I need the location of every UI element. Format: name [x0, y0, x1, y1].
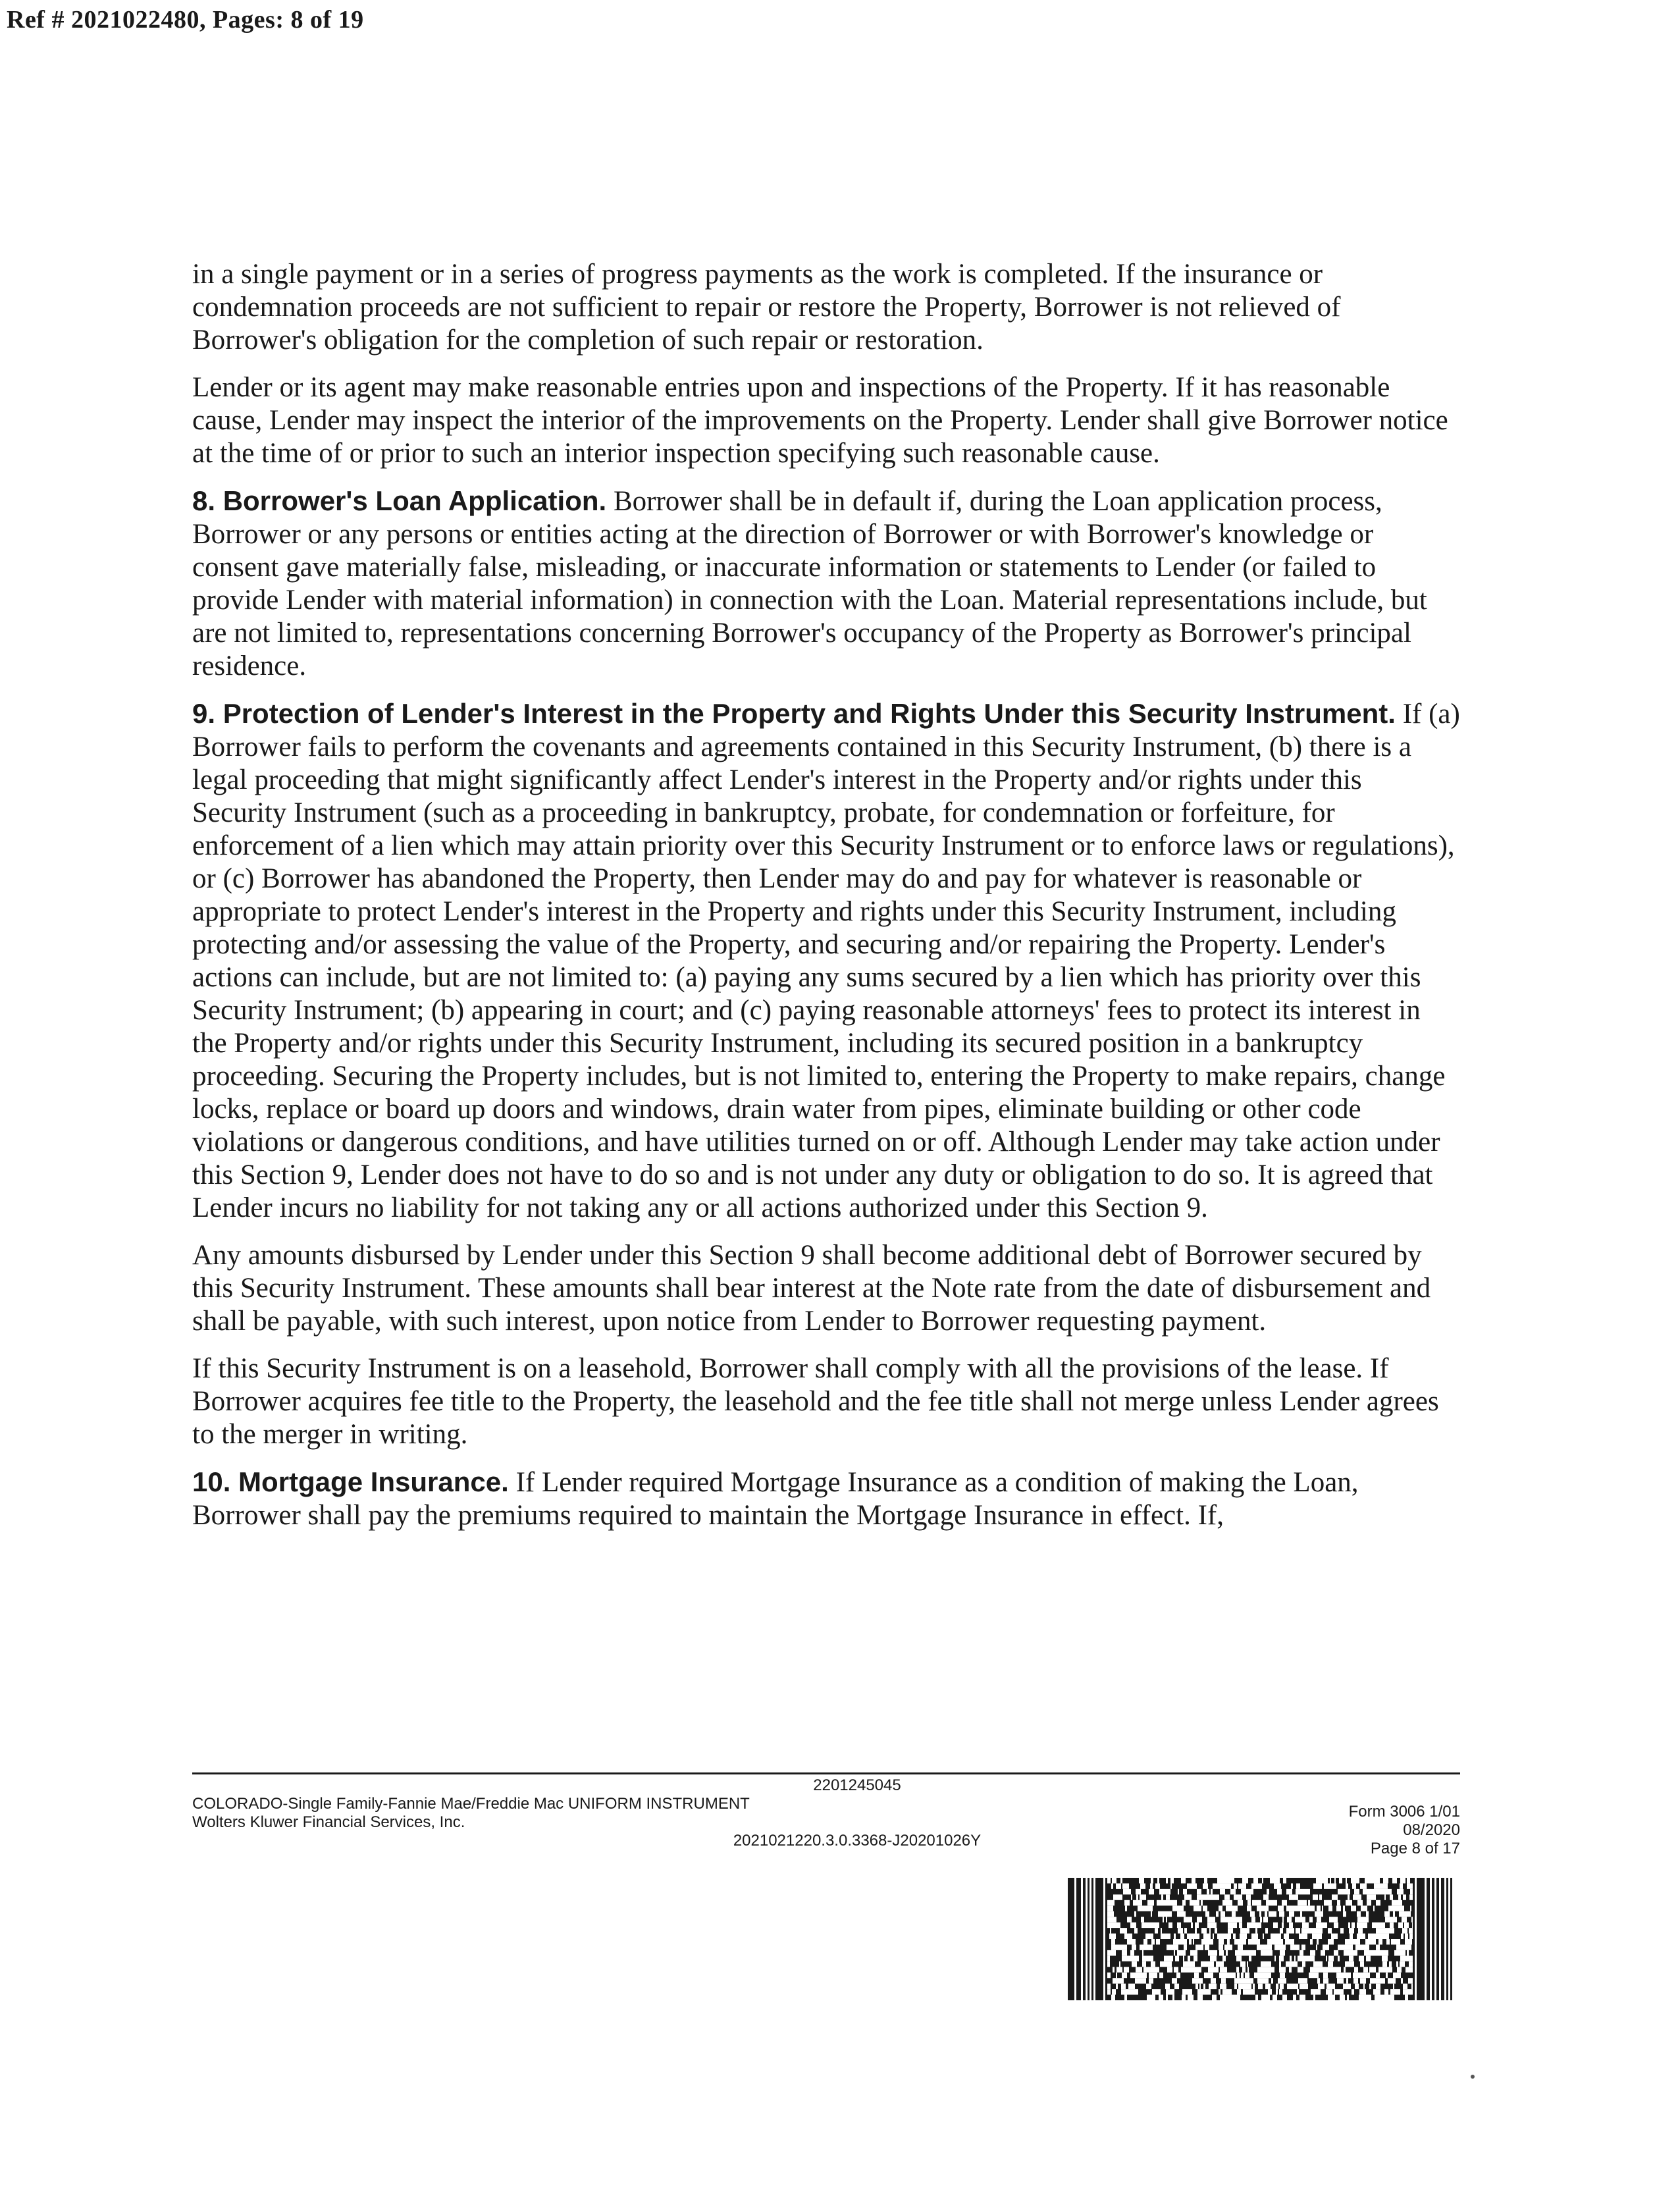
footer-revision: 08/2020: [1403, 1821, 1460, 1839]
paragraph-progress-payments: in a single payment or in a series of progress payments as the work is completed. If the insurance or condemnation proceeds are not sufficient to repair or restore the Property, Borrower is not relieved of Borrower's obligation for the completion of such repair or restoration.: [192, 259, 1341, 356]
footer-doc-number: 2201245045: [813, 1776, 901, 1794]
section-8-heading: 8. Borrower's Loan Application.: [192, 485, 607, 516]
section-9: [192, 697, 1460, 1225]
paragraph-amounts-disbursed: Any amounts disbursed by Lender under this Section 9 shall become additional debt of Borrower secured by this Security Instrument. These amounts shall bear interest at the Note rate from the date of disbursement and shall be payable, with such interest, upon notice from Lender to Borrower requesting payment.: [192, 1240, 1431, 1337]
footer-divider: [192, 1772, 1460, 1774]
section-10: [192, 1466, 1460, 1532]
barcode-icon: [1068, 1878, 1452, 2000]
barcode-graphic: [1068, 1878, 1452, 2000]
section-8: [192, 485, 1460, 683]
paragraph-leasehold: If this Security Instrument is on a leasehold, Borrower shall comply with all the provisions of the lease. If Borrower acquires fee title to the Property, the leasehold and the fee title shall not merge unless Lender agrees to the merger in writing.: [192, 1353, 1439, 1450]
footer-form-title: COLORADO-Single Family-Fannie Mae/Freddie Mac UNIFORM INSTRUMENT: [192, 1795, 750, 1813]
section-10-heading: 10. Mortgage Insurance.: [192, 1466, 509, 1497]
footer-page-number: Page 8 of 17: [1370, 1840, 1460, 1857]
section-9-text: If (a) Borrower fails to perform the covenants and agreements contained in this Security Instrument, (b) there is a legal proceeding that might significantly affect Lender's interest in the Property and/or rights under this Security Instrument (such as a proceeding in bankruptcy, probate, for condemnation or forfeiture, for enforcement of a lien which may attain priority over this Security Instrument or to enforce laws or regulations), or (c) Borrower has abandoned the Property, then Lender may do and pay for whatever is reasonable or appropriate to protect Lender's interest in the Property and rights under this Security Instrument, including protecting and/or assessing the value of the Property, and securing and/or repairing the Property. Lender's actions can include, but are not limited to: (a) paying any sums secured by a lien which has priority over this Security Instrument; (b) appearing in court; and (c) paying reasonable attorneys' fees to protect its interest in the Property and/or rights under this Security Instrument, including its secured position in a bankruptcy proceeding. Securing the Property includes, but is not limited to, entering the Property to make repairs, change locks, replace or board up doors and windows, drain water from pipes, eliminate building or other code violations or dangerous conditions, and have utilities turned on or off. Although Lender may take action under this Section 9, Lender does not have to do so and is not under any duty or obligation to do so. It is agreed that Lender incurs no liability for not taking any or all actions authorized under this Section 9.: [192, 699, 1460, 1223]
document-body: [192, 258, 1460, 1547]
reference-header: Ref # 2021022480, Pages: 8 of 19: [7, 6, 364, 34]
scan-speck: [1471, 2075, 1475, 2079]
section-10-text: If Lender required Mortgage Insurance as a condition of making the Loan, Borrower shall pay the premiums required to maintain the Mortgage Insurance in effect. If,: [192, 1467, 1359, 1531]
page-footer: [192, 1776, 1460, 1882]
footer-tracking-code: 2021021220.3.0.3368-J20201026Y: [733, 1832, 982, 1850]
footer-form-number: Form 3006 1/01: [1348, 1803, 1460, 1821]
footer-form-meta: [1349, 1803, 1460, 1858]
section-9-heading: 9. Protection of Lender's Interest in the Property and Rights Under this Security Instrument.: [192, 698, 1396, 729]
footer-publisher: Wolters Kluwer Financial Services, Inc.: [192, 1813, 465, 1831]
paragraph-inspections: Lender or its agent may make reasonable entries upon and inspections of the Property. If it has reasonable cause, Lender may inspect the interior of the improvements on the Property. Lender shall give Borrower notice at the time of or prior to such an interior inspection specifying such reasonable cause.: [192, 372, 1448, 469]
section-8-text: Borrower shall be in default if, during the Loan application process, Borrower or any persons or entities acting at the direction of Borrower or with Borrower's knowledge or consent gave materially false, misleading, or inaccurate information or statements to Lender (or failed to provide Lender with material information) in connection with the Loan. Material representations include, but are not limited to, representations concerning Borrower's occupancy of the Property as Borrower's principal residence.: [192, 486, 1427, 681]
